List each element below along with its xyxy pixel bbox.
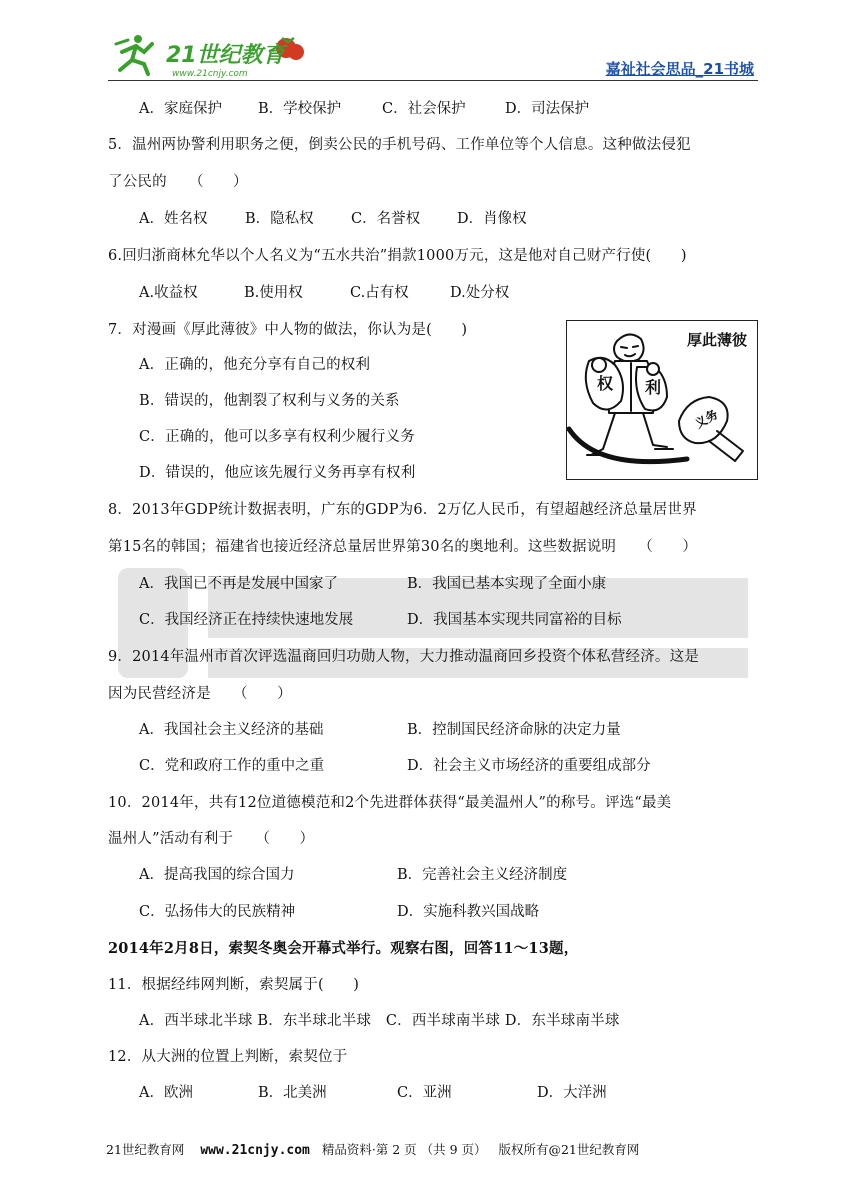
q8-stem-line1: 8．2013年GDP统计数据表明，广东的GDP为6．2万亿人民币，有望超越经济总量居世界 (108, 502, 697, 518)
cartoon-drawing (567, 321, 757, 479)
q7-stem-line1: 7．对漫画《厚此薄彼》中人物的做法，你认为是( ) (108, 322, 468, 338)
q12-option-b[interactable]: B．北美洲 (258, 1085, 327, 1101)
q6-option-a[interactable]: A.收益权 (139, 285, 198, 301)
q9-option-d[interactable]: D．社会主义市场经济的重要组成部分 (407, 758, 651, 774)
logo-url: www.21cnjy.com (172, 69, 248, 79)
q10-option-c[interactable]: C．弘扬伟大的民族精神 (139, 904, 296, 920)
q6-option-d[interactable]: D.处分权 (450, 285, 510, 301)
q5-option-b[interactable]: B．隐私权 (245, 211, 314, 227)
q7-option-a[interactable]: A．正确的，他充分享有自己的权利 (139, 357, 371, 373)
q4-option-c[interactable]: C．社会保护 (382, 101, 466, 117)
running-figure-icon (116, 35, 152, 74)
q5-option-c[interactable]: C．名誉权 (351, 211, 421, 227)
q9-stem-line2: 因为民营经济是 （ ） (108, 686, 292, 702)
q10-stem-line1: 10．2014年，共有12位道德模范和2个先进群体获得“最美温州人”的称号。评选“最美 (108, 795, 672, 811)
footer-site-link[interactable]: www.21cnjy.com (200, 1143, 310, 1158)
brand-link[interactable]: 嘉祉社会思品_21书城 (605, 60, 754, 78)
site-logo (108, 30, 308, 80)
q12-option-d[interactable]: D．大洋洲 (537, 1085, 607, 1101)
section-intro: 2014年2月8日，索契冬奥会开幕式举行。观察右图，回答11～13题， (108, 940, 579, 957)
q4-option-b[interactable]: B．学校保护 (258, 101, 342, 117)
footer-left: 21世纪教育网 (106, 1142, 185, 1157)
cartoon-label-yiwu: 义务 (692, 406, 721, 432)
header-divider (108, 80, 758, 81)
cartoon-title: 厚此薄彼 (686, 331, 747, 349)
q8-option-b[interactable]: B．我国已基本实现了全面小康 (407, 576, 607, 592)
q10-option-b[interactable]: B．完善社会主义经济制度 (397, 867, 568, 883)
q4-option-d[interactable]: D．司法保护 (505, 101, 590, 117)
footer-copyright: 版权所有@21世纪教育网 (498, 1142, 640, 1157)
q10-option-d[interactable]: D．实施科教兴国战略 (397, 904, 540, 920)
logo-text: 21世纪教育 (166, 43, 285, 68)
q8-option-a[interactable]: A．我国已不再是发展中国家了 (139, 576, 338, 592)
footer-page-info: 精品资料·第 2 页 （共 9 页） (321, 1142, 487, 1157)
page-footer (106, 1140, 639, 1158)
q5-option-d[interactable]: D．肖像权 (457, 211, 527, 227)
page-header (108, 30, 758, 86)
q12-option-a[interactable]: A．欧洲 (139, 1085, 193, 1101)
q7-option-d[interactable]: D．错误的，他应该先履行义务再享有权利 (139, 465, 416, 481)
q11-options[interactable]: A．西半球北半球 B．东半球北半球 C．西半球南半球 D．东半球南半球 (139, 1013, 620, 1029)
q8-option-d[interactable]: D．我国基本实现共同富裕的目标 (407, 612, 622, 628)
q5-option-a[interactable]: A．姓名权 (139, 211, 208, 227)
q6-stem-line1: 6.回归浙商林允华以个人名义为“五水共治”捐款1000万元，这是他对自己财产行使( ) (108, 248, 687, 264)
cartoon-image (566, 320, 758, 480)
cartoon-label-quan: 权 (597, 374, 614, 393)
q7-option-c[interactable]: C．正确的，他可以多享有权利少履行义务 (139, 429, 415, 445)
q6-option-b[interactable]: B.使用权 (244, 285, 303, 301)
q5-stem-line1: 5．温州两协警利用职务之便，倒卖公民的手机号码、工作单位等个人信息。这种做法侵犯 (108, 137, 691, 153)
q10-stem-line2: 温州人”活动有利于 （ ） (108, 831, 315, 847)
cartoon-label-li: 利 (645, 378, 662, 397)
q7-option-b[interactable]: B．错误的，他割裂了权利与义务的关系 (139, 393, 400, 409)
q8-stem-line2: 第15名的韩国；福建省也接近经济总量居世界第30名的奥地利。这些数据说明 （ ） (108, 539, 698, 555)
q11-stem-line1: 11．根据经纬网判断，索契属于( ) (108, 977, 360, 993)
q12-stem-line1: 12．从大洲的位置上判断，索契位于 (108, 1049, 348, 1065)
q9-option-c[interactable]: C．党和政府工作的重中之重 (139, 758, 325, 774)
q12-option-c[interactable]: C．亚洲 (397, 1085, 452, 1101)
q9-stem-line1: 9．2014年温州市首次评选温商回归功勋人物，大力推动温商回乡投资个体私营经济。这是 (108, 649, 700, 665)
q9-option-b[interactable]: B．控制国民经济命脉的决定力量 (407, 722, 621, 738)
q9-option-a[interactable]: A．我国社会主义经济的基础 (139, 722, 324, 738)
q5-stem-line2: 了公民的 （ ） (108, 174, 248, 190)
q6-option-c[interactable]: C.占有权 (350, 285, 409, 301)
q10-option-a[interactable]: A．提高我国的综合国力 (139, 867, 295, 883)
q4-option-a[interactable]: A．家庭保护 (139, 101, 222, 117)
q8-option-c[interactable]: C．我国经济正在持续快速地发展 (139, 612, 354, 628)
